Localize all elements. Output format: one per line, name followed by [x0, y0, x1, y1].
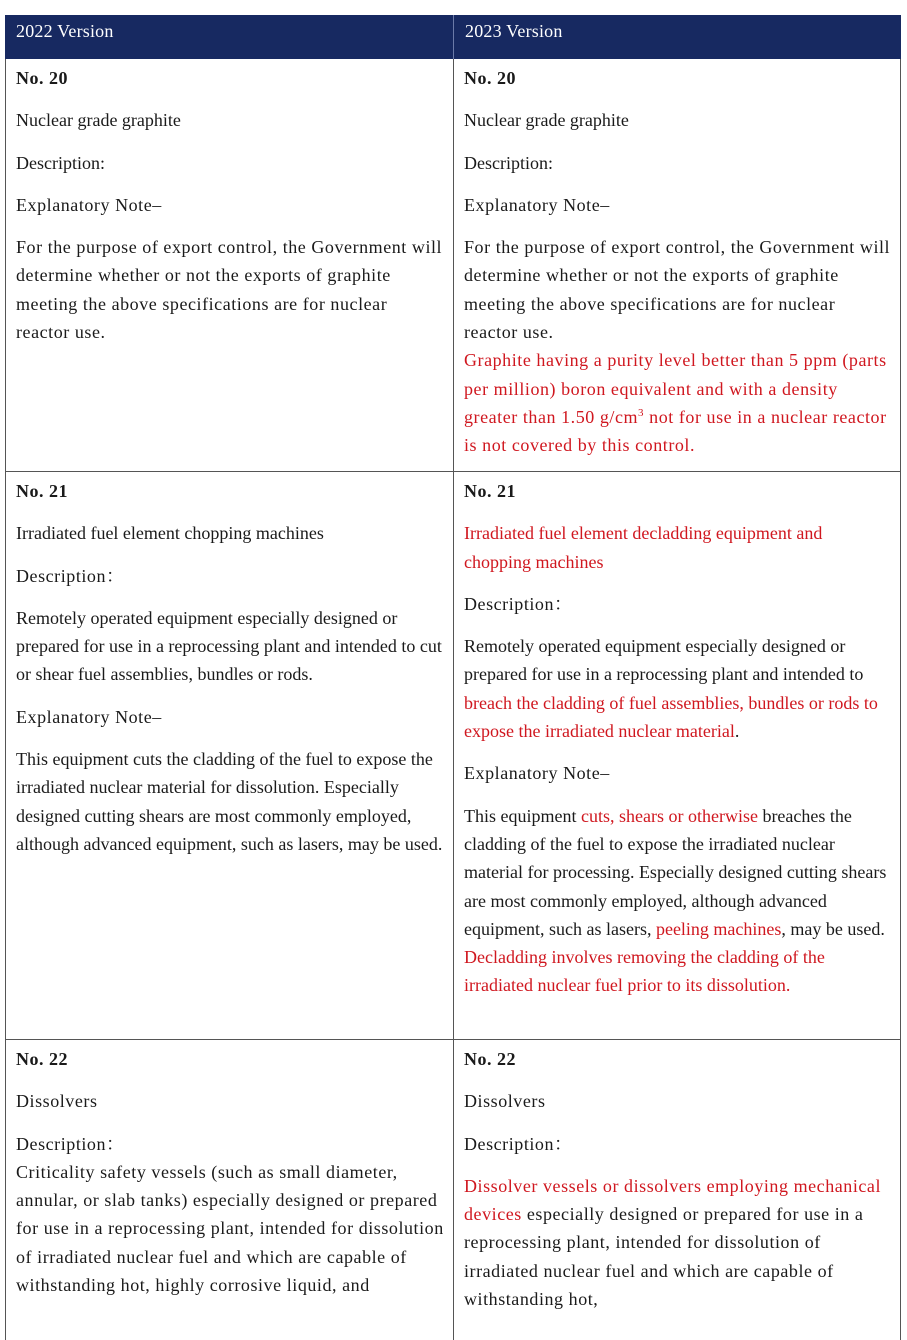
description-part-2: especially designed or prepared for use in a reprocessing plant, intended for dissolution of irradiated nuclear fuel and which are capable of withstanding hot, — [464, 1204, 864, 1310]
item-number: No. 20 — [16, 68, 68, 88]
item-title: Dissolvers — [16, 1091, 98, 1112]
explanatory-note-text: For the purpose of export control, the Government will determine whether or not the exports of graphite meeting the above specifications are for nuclear reactor use. — [16, 237, 443, 343]
cell-2022-no-20 — [6, 59, 453, 471]
item-number: No. 20 — [464, 68, 516, 88]
note-part-3: , may be used. — [781, 918, 885, 939]
description-label: Description： — [464, 1133, 573, 1154]
added-note-part-1: Graphite having a purity level better than 5 ppm (parts per million) boron equivalent and with a density greater than 1.50 g/cm — [464, 350, 887, 427]
table-header — [5, 15, 901, 59]
explanatory-note-label: Explanatory Note– — [16, 194, 162, 215]
explanatory-note-label: Explanatory Note– — [464, 194, 610, 215]
description-changed-text: Dissolver vessels or dissolvers employing mechanical devices — [464, 1175, 882, 1225]
explanatory-note-text: This equipment cuts the cladding of the fuel to expose the irradiated nuclear material for dissolution. Especially designed cutting shears are most commonly employed, although advanced equipment, such as lasers, may be used. — [16, 749, 443, 854]
description-label: Description： — [464, 593, 573, 614]
comparison-table — [5, 15, 901, 1340]
item-number: No. 21 — [16, 481, 68, 501]
description-text: Criticality safety vessels (such as small diameter, annular, or slab tanks) especially designed or prepared for use in a reprocessing plant, intended for dissolution of irradiated nuclear fuel and which are capable of withstanding hot, highly corrosive liquid, and — [16, 1161, 444, 1296]
table-row-no-20 — [5, 59, 901, 472]
note-changed-text-3: Decladding involves removing the cladding of the irradiated nuclear fuel prior to its dissolution. — [464, 947, 825, 996]
description-label: Description: — [16, 152, 105, 173]
table-row-no-22 — [5, 1040, 901, 1340]
item-number: No. 22 — [464, 1049, 516, 1069]
description-label: Description： — [16, 565, 125, 586]
description-label: Description: — [464, 152, 553, 173]
note-changed-text-1: cuts, shears or otherwise — [580, 805, 758, 826]
item-number: No. 22 — [16, 1049, 68, 1069]
description-text — [464, 632, 892, 745]
item-title: Nuclear grade graphite — [16, 110, 181, 131]
item-title: Dissolvers — [464, 1091, 546, 1112]
header-2023-version: 2023 Version — [453, 15, 901, 59]
description-text: Remotely operated equipment especially designed or prepared for use in a reprocessing plant and intended to cut or shear fuel assemblies, bundles or rods. — [16, 607, 442, 685]
description-changed-text: breach the cladding of fuel assemblies, bundles or rods to expose the irradiated nuclear material — [464, 692, 878, 742]
cell-2023-no-20 — [453, 59, 900, 471]
explanatory-note-text: For the purpose of export control, the Government will determine whether or not the exports of graphite meeting the above specifications are for nuclear reactor use. — [464, 237, 891, 343]
description-part-2: . — [734, 721, 740, 742]
table-row-no-21 — [5, 472, 901, 1040]
note-changed-text-2: peeling machines — [655, 918, 782, 939]
explanatory-note-label: Explanatory Note– — [464, 763, 610, 784]
description-text — [464, 1172, 892, 1313]
note-part-1: This equipment — [464, 805, 581, 826]
added-note-part-2: not for use in a nuclear reactor is not covered by this control. — [464, 406, 887, 456]
cell-2023-no-21 — [453, 472, 900, 1039]
note-part-2: breaches the cladding of the fuel to expose the irradiated nuclear material for processing. Especially designed cutting shears are most commonly employed, although advanced equipment, such as lasers, — [464, 805, 887, 939]
cell-2022-no-22 — [6, 1040, 453, 1340]
item-number: No. 21 — [464, 481, 516, 501]
description-label: Description： — [16, 1133, 125, 1154]
description-part-1: Remotely operated equipment especially designed or prepared for use in a reprocessing plant and intended to — [464, 636, 864, 685]
cell-2023-no-22 — [453, 1040, 900, 1340]
explanatory-note-text — [464, 802, 892, 1000]
header-2022-version: 2022 Version — [16, 21, 114, 41]
explanatory-note-label: Explanatory Note– — [16, 706, 162, 727]
superscript-3: 3 — [638, 406, 645, 419]
item-title: Irradiated fuel element chopping machines — [16, 523, 324, 544]
cell-2022-no-21 — [6, 472, 453, 1039]
item-title: Nuclear grade graphite — [464, 110, 629, 131]
item-title: Irradiated fuel element decladding equipment and chopping machines — [464, 523, 823, 572]
added-note-text — [464, 346, 892, 459]
